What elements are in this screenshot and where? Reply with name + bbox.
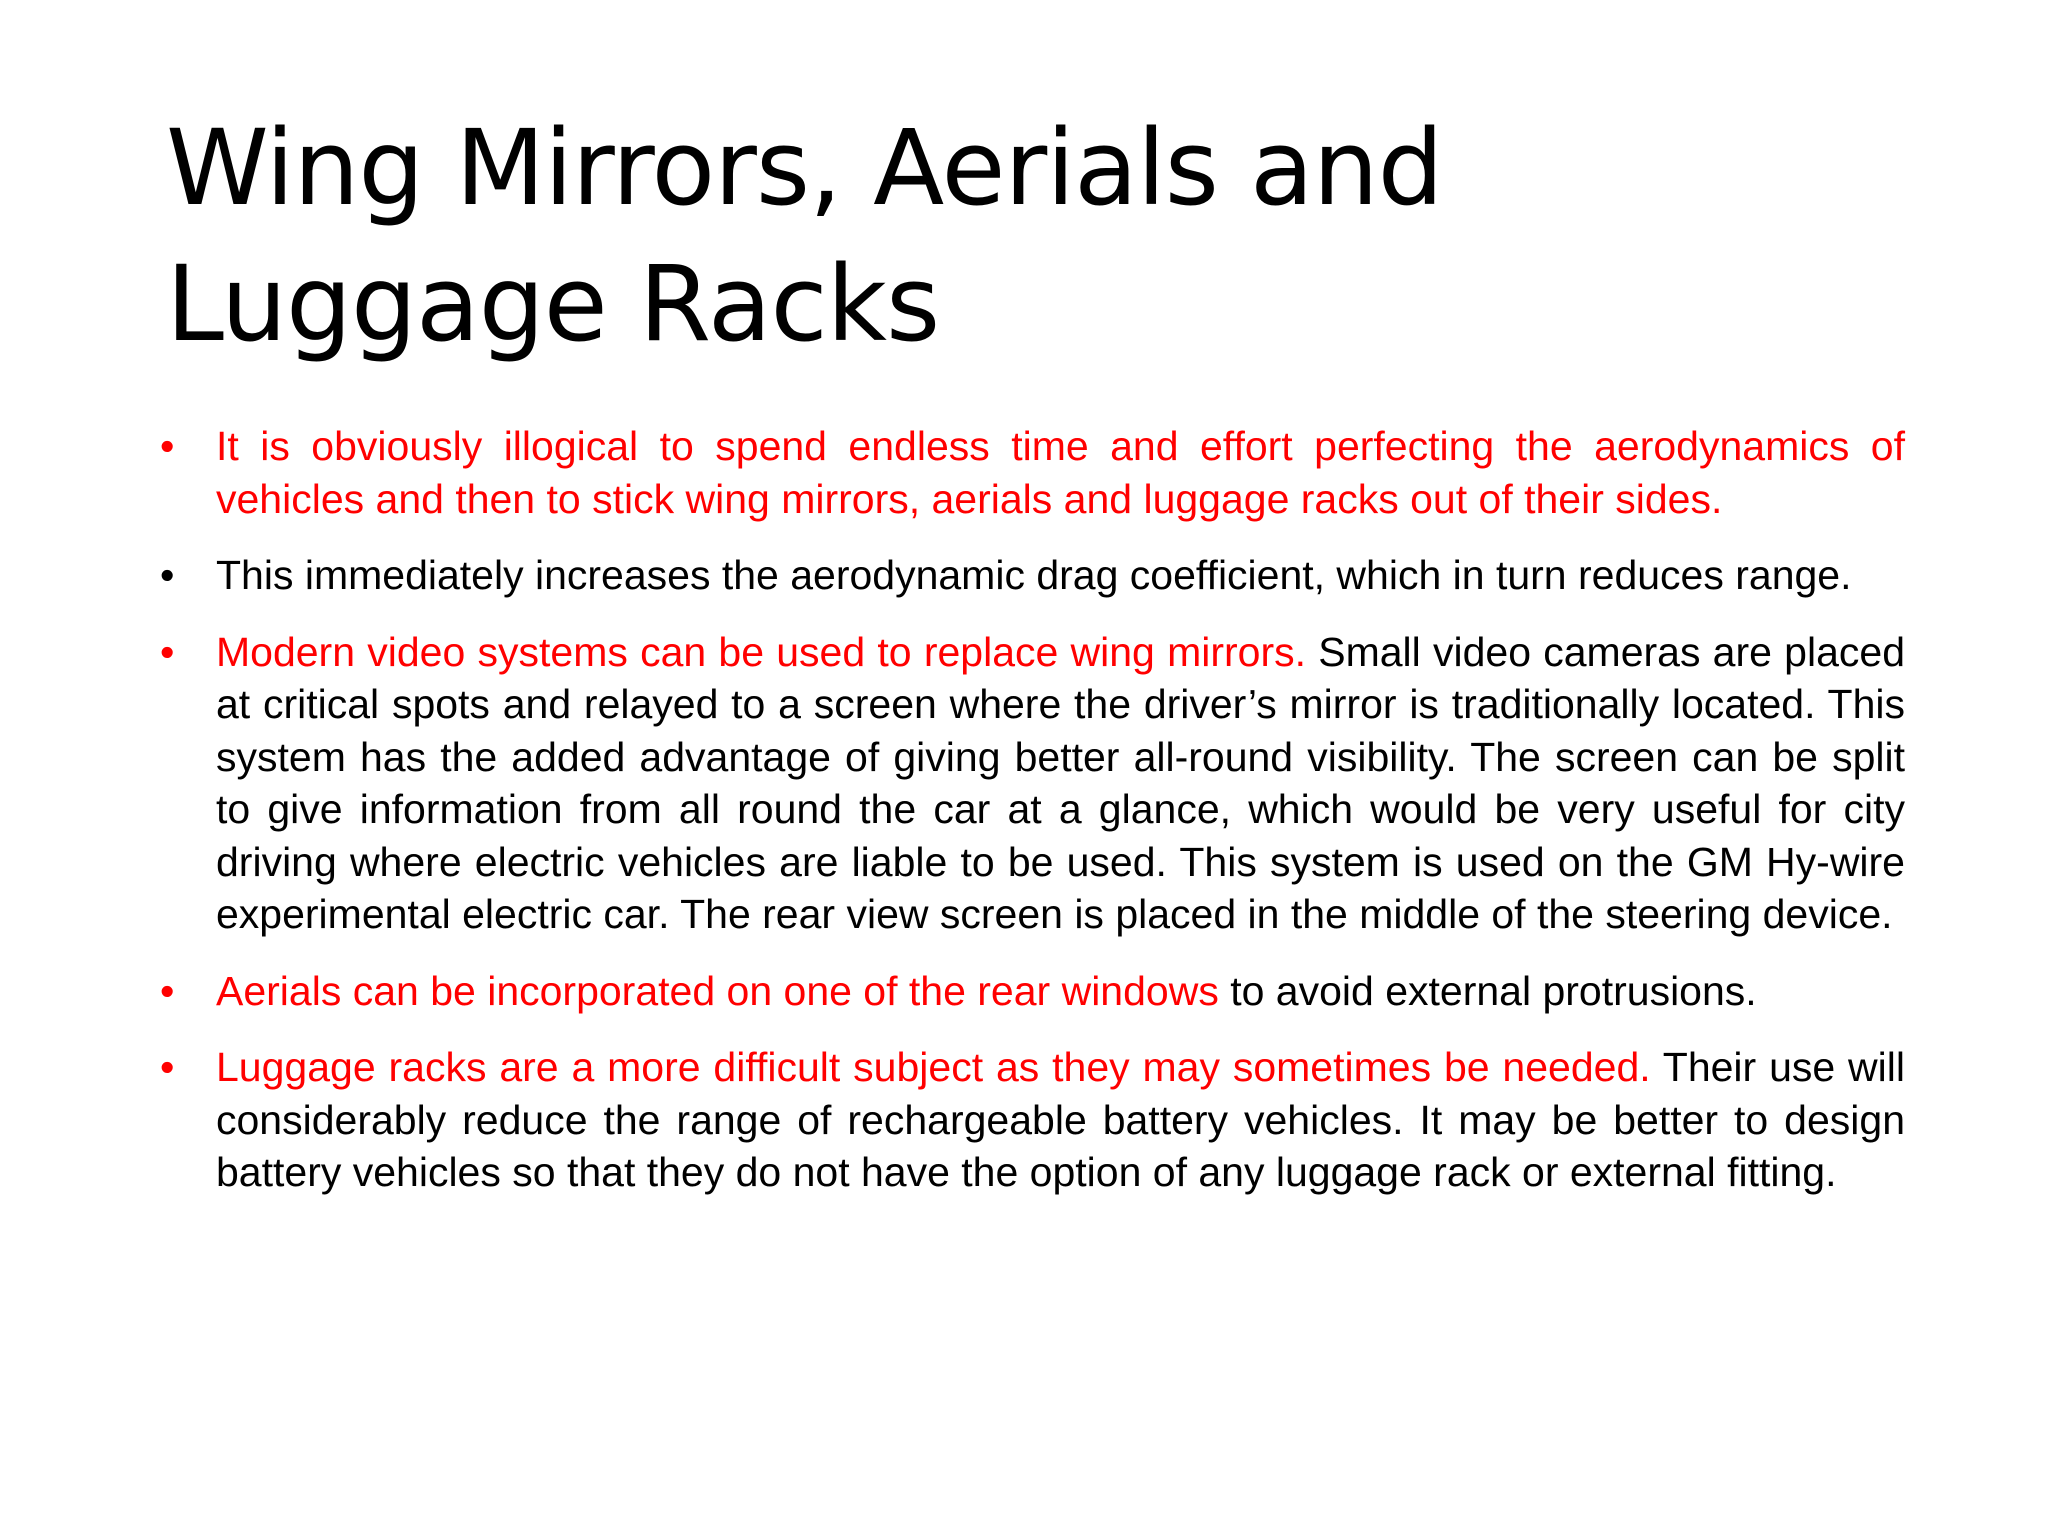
bullet-item-video-systems (160, 626, 1905, 941)
bullet-dot-icon: • (160, 423, 175, 469)
bullet-red-text: It is obviously illogical to spend endless time and effort perfecting the aerodynamics of vehicles and then to stick wing mirrors, aerials and luggage racks out of their sides. (216, 423, 1905, 522)
bullet-item-drag (160, 549, 1905, 602)
bullet-black-text: Their use will considerably reduce the range of rechargeable battery vehicles. It may be better to design battery vehicles so that they do not have the option of any luggage rack or external fitting. (216, 1044, 1905, 1195)
bullet-item-aerodynamics (160, 420, 1905, 525)
bullet-red-text: Aerials can be incorporated on one of the rear windows (216, 967, 1219, 1014)
bullet-black-text: to avoid external protrusions. (1218, 967, 1757, 1014)
bullet-dot-icon: • (160, 552, 175, 598)
slide-title: Wing Mirrors, Aerials and Luggage Racks (166, 107, 1443, 365)
bullet-red-text: Luggage racks are a more difficult subject as they may sometimes be needed. (216, 1044, 1651, 1090)
bullet-red-text: Modern video systems can be used to replace wing mirrors. (216, 628, 1306, 675)
bullet-dot-icon: • (160, 1044, 175, 1090)
bullet-item-luggage-racks (160, 1041, 1905, 1199)
bullet-dot-icon: • (160, 967, 175, 1014)
bullet-list (160, 420, 1905, 1223)
bullet-item-aerials (160, 965, 1905, 1018)
bullet-dot-icon: • (160, 628, 175, 675)
bullet-black-text: Small video cameras are placed at critical spots and relayed to a screen where the driver’s mirror is traditionally located. This system has the added advantage of giving better all-round visibility. The screen can be split to give information from all round the car at a glance, which would be very useful for city driving where electric vehicles are liable to be used. This system is used on the GM Hy-wire experimental electric car. The rear view screen is placed in the middle of the steering device. (216, 628, 1905, 937)
bullet-black-text: This immediately increases the aerodynamic drag coefficient, which in turn reduces range. (216, 552, 1852, 598)
